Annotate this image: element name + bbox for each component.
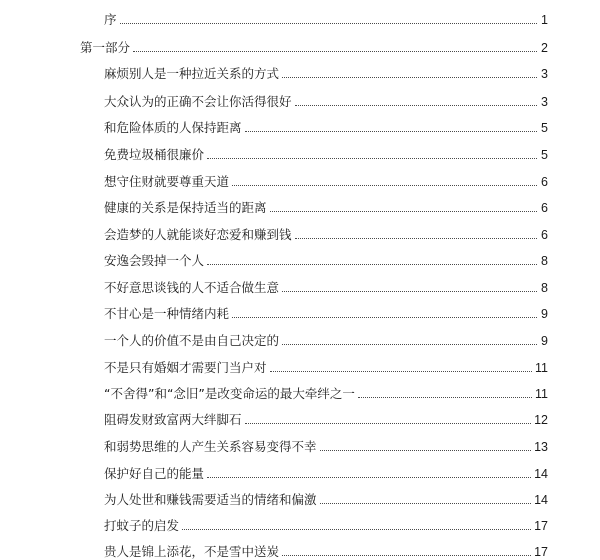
toc-dot-leader	[295, 105, 537, 106]
toc-dot-leader	[207, 477, 531, 478]
toc-entry-page: 6	[541, 175, 548, 189]
toc-entry-title: 大众认为的正确不会让你活得很好	[104, 94, 292, 109]
toc-entry-title: 贵人是锦上添花，不是雪中送炭	[104, 544, 280, 559]
toc-entry[interactable]	[0, 408, 600, 428]
toc-dot-leader	[282, 77, 537, 78]
toc-entry-title: 健康的关系是保持适当的距离	[104, 200, 267, 215]
toc-entry-page: 12	[534, 413, 548, 427]
toc-entry-title: 不好意思谈钱的人不适合做生意	[104, 280, 280, 295]
toc-dot-leader	[320, 503, 532, 504]
toc-entry[interactable]	[0, 276, 600, 296]
toc-entry-title: 第一部分	[80, 40, 131, 55]
toc-entry[interactable]	[0, 249, 600, 269]
toc-entry-page: 5	[541, 121, 548, 135]
toc-entry-page: 11	[535, 361, 548, 375]
toc-entry-title: 和弱势思维的人产生关系容易变得不幸	[104, 439, 317, 454]
toc-entry[interactable]	[0, 329, 600, 349]
toc-entry[interactable]	[0, 36, 600, 56]
toc-entry[interactable]	[0, 62, 600, 82]
toc-entry-page: 5	[541, 148, 548, 162]
toc-entry-page: 11	[535, 387, 548, 401]
toc-entry[interactable]	[0, 435, 600, 455]
toc-dot-leader	[270, 211, 537, 212]
toc-entry-page: 3	[541, 95, 548, 109]
toc-dot-leader	[207, 158, 537, 159]
toc-entry[interactable]	[0, 223, 600, 243]
toc-dot-leader	[282, 291, 537, 292]
toc-entry-title: “不舍得”和“念旧”是改变命运的最大牵绊之一	[104, 386, 355, 401]
toc-entry[interactable]	[0, 8, 600, 28]
toc-entry-page: 1	[541, 13, 548, 27]
toc-entry-title: 安逸会毁掉一个人	[104, 253, 205, 268]
toc-dot-leader	[358, 397, 532, 398]
toc-entry-title: 免费垃圾桶很廉价	[104, 147, 205, 162]
toc-dot-leader	[232, 317, 537, 318]
toc-entry-title: 打蚊子的启发	[104, 518, 180, 533]
toc-dot-leader	[207, 264, 537, 265]
toc-dot-leader	[245, 423, 532, 424]
toc-dot-leader	[245, 131, 537, 132]
toc-entry-page: 6	[541, 228, 548, 242]
toc-entry-title: 不是只有婚姻才需要门当户对	[104, 360, 267, 375]
toc-dot-leader	[282, 555, 531, 556]
toc-entry-page: 13	[534, 440, 548, 454]
toc-entry-page: 6	[541, 201, 548, 215]
toc-entry-page: 14	[534, 493, 548, 507]
toc-entry-page: 8	[541, 281, 548, 295]
toc-entry-page: 3	[541, 67, 548, 81]
toc-dot-leader	[295, 238, 537, 239]
toc-entry[interactable]	[0, 116, 600, 136]
toc-dot-leader	[232, 185, 537, 186]
toc-entry-page: 14	[534, 467, 548, 481]
toc-entry-title: 会造梦的人就能谈好恋爱和赚到钱	[104, 227, 292, 242]
toc-entry[interactable]	[0, 143, 600, 163]
toc-dot-leader	[120, 23, 537, 24]
toc-entry-title: 和危险体质的人保持距离	[104, 120, 242, 135]
toc-entry-title: 为人处世和赚钱需要适当的情绪和偏激	[104, 492, 317, 507]
toc-entry-title: 保护好自己的能量	[104, 466, 205, 481]
toc-entry[interactable]	[0, 488, 600, 508]
toc-entry-page: 9	[541, 334, 548, 348]
toc-dot-leader	[133, 51, 537, 52]
toc-dot-leader	[182, 529, 531, 530]
toc-entry-page: 8	[541, 254, 548, 268]
toc-entry[interactable]	[0, 196, 600, 216]
toc-entry-title: 序	[104, 12, 117, 27]
toc-entry[interactable]	[0, 462, 600, 482]
toc-entry[interactable]	[0, 90, 600, 110]
toc-dot-leader	[320, 450, 532, 451]
toc-entry-title: 阻碍发财致富两大绊脚石	[104, 412, 242, 427]
toc-entry[interactable]	[0, 170, 600, 190]
toc-entry-title: 想守住财就要尊重天道	[104, 174, 230, 189]
toc-entry[interactable]	[0, 514, 600, 534]
toc-entry-page: 17	[534, 519, 548, 533]
toc-entry-page: 17	[534, 545, 548, 559]
toc-entry-page: 9	[541, 307, 548, 321]
toc-entry-title: 麻烦别人是一种拉近关系的方式	[104, 66, 280, 81]
toc-entry-page: 2	[541, 41, 548, 55]
toc-entry[interactable]	[0, 356, 600, 376]
toc-entry-title: 不甘心是一种情绪内耗	[104, 306, 230, 321]
toc-entry[interactable]	[0, 382, 600, 402]
toc-entry[interactable]	[0, 302, 600, 322]
toc-dot-leader	[270, 371, 533, 372]
toc-entry[interactable]	[0, 540, 600, 560]
toc-entry-title: 一个人的价值不是由自己决定的	[104, 333, 280, 348]
toc-dot-leader	[282, 344, 537, 345]
